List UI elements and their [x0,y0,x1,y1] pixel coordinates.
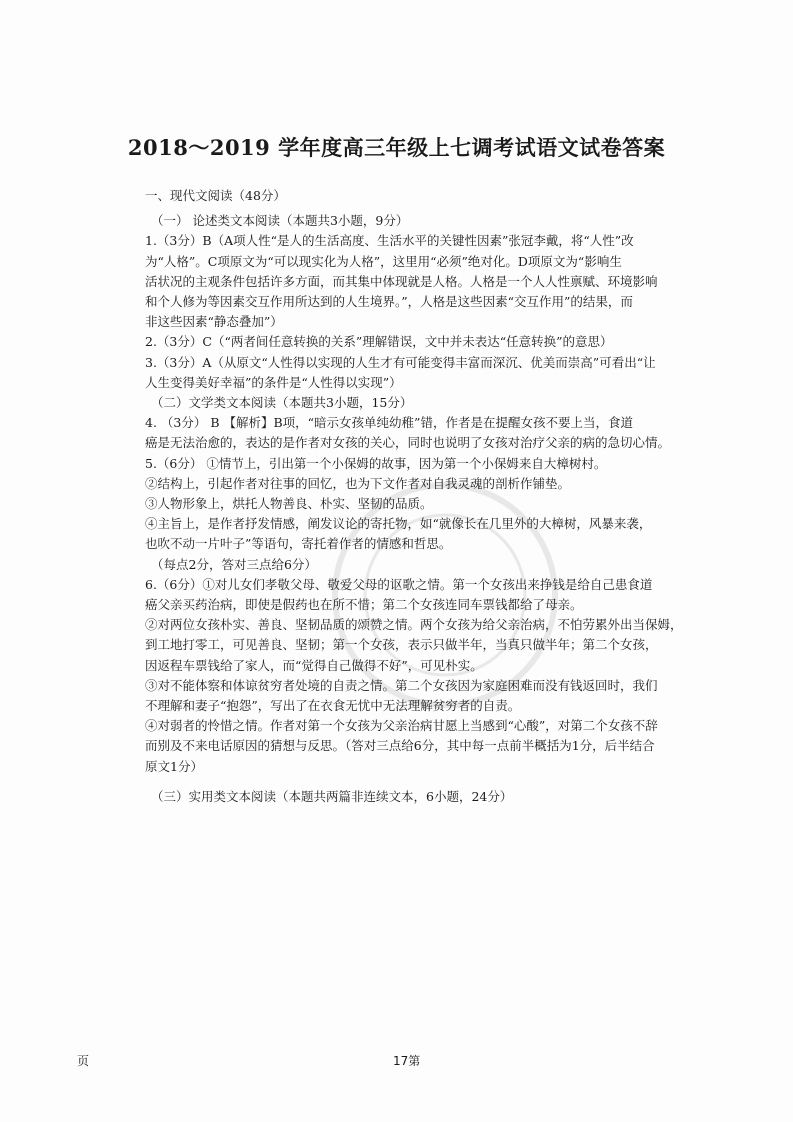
q5-line: （每点2分，答对三点给6分） [151,556,317,572]
q1-line: 非这些因素“静态叠加”） [145,314,283,330]
section-heading: 一、现代文阅读（48分） [145,188,286,203]
question-3-answer [145,353,705,393]
q1-line: 和个人修为等因素交互作用所达到的人生境界。”，人格是这些因素“交互作用”的结果，而 [145,294,633,310]
q6-line: ④对弱者的怜惜之情。作者对第一个女孩为父亲治病甘愿上当感到“心酸”，对第二个女孩不辞 [145,718,658,734]
q5-line: 也吹不动一片叶子”等语句，寄托着作者的情感和哲思。 [145,536,452,552]
document-title: 2018～2019 学年度高三年级上七调考试语文试卷答案 [127,135,666,160]
footer-page-label: 页 [77,1054,90,1068]
q3-line: 人生变得美好幸福”的条件是“人性得以实现”） [145,374,402,390]
q6-line: 6.（6分）①对儿女们孝敬父母、敬爱父母的讴歌之情。第一个女孩出来挣钱是给自己患食道 [145,576,653,592]
question-5-answer [145,454,705,575]
q5-line: ③人物形象上，烘托人物善良、朴实、坚韧的品质。 [145,496,433,512]
q6-line: 原文1分） [145,758,203,774]
q5-line: ④主旨上，是作者抒发情感，阐发议论的寄托物，如“就像长在几里外的大樟树，风暴来袭， [145,516,652,532]
footer-page-number: 17第 [393,1054,421,1068]
q1-line: 1.（3分）B（A项人性“是人的生活高度、生活水平的关键性因素”张冠李戴，将“人性”改 [145,233,634,249]
q5-line: 5.（6分） ①情节上，引出第一个小保姆的故事，因为第一个小保姆来自大樟树村。 [145,455,607,471]
part3-heading: （三）实用类文本阅读（本题共两篇非连续文本，6小题，24分） [151,788,513,804]
q6-line: ②对两位女孩朴实、善良、坚韧品质的颂赞之情。两个女孩为给父亲治病，不怕劳累外出当保姆， [145,617,683,633]
part2-heading: （二）文学类文本阅读（本题共3小题，15分） [151,395,413,411]
question-4-answer [145,413,705,453]
q6-line: 不理解和妻子“抱怨”，写出了在衣食无忧中无法理解贫穷者的自责。 [145,698,521,714]
q6-line: 到工地打零工，可见善良、坚韧；第一个女孩，表示只做半年，当真只做半年；第二个女孩， [145,637,658,653]
q4-line: 癌是无法治愈的，表达的是作者对女孩的关心，同时也说明了女孩对治疗父亲的病的急切心情。 [145,435,671,451]
answer-content [145,186,705,807]
question-2-answer: 2.（3分）C（“两者间任意转换的关系”理解错误，文中并未表达“任意转换”的意思） [145,334,613,350]
q4-line: 4. （3分） B 【解析】B项，“暗示女孩单纯幼稚”错，作者是在提醒女孩不要上当，食道 [145,415,633,431]
question-1-answer [145,231,705,332]
q6-line: 因返程车票钱给了家人，而“觉得自己做得不好”，可见朴实。 [145,657,483,673]
q1-line: 为“人格”。C项原文为“可以现实化为人格”，这里用“必须”绝对化。D项原文为“影响生 [145,253,622,269]
part1-heading: （一） 论述类文本阅读（本题共3小题，9分） [151,213,409,229]
q6-line: ③对不能体察和体谅贫穷者处境的自责之情。第二个女孩因为家庭困难而没有钱返回时，我们 [145,677,658,693]
q6-line: 癌父亲买药治病，即使是假药也在所不惜；第二个女孩连同车票钱都给了母亲。 [145,597,583,613]
q6-line: 而别及不来电话原因的猜想与反思。（答对三点给6分，其中每一点前半概括为1分，后半结合 [145,738,655,754]
q5-line: ②结构上，引起作者对往事的回忆，也为下文作者对自我灵魂的剖析作铺垫。 [145,475,571,491]
question-6-answer [145,575,705,777]
q1-line: 活状况的主观条件包括许多方面，而其集中体现就是人格。人格是一个人人性禀赋、环境影响 [145,273,658,289]
q3-line: 3.（3分）A（从原文“人性得以实现的人生才有可能变得丰富而深沉、优美而崇高”可看出“让 [145,354,656,370]
